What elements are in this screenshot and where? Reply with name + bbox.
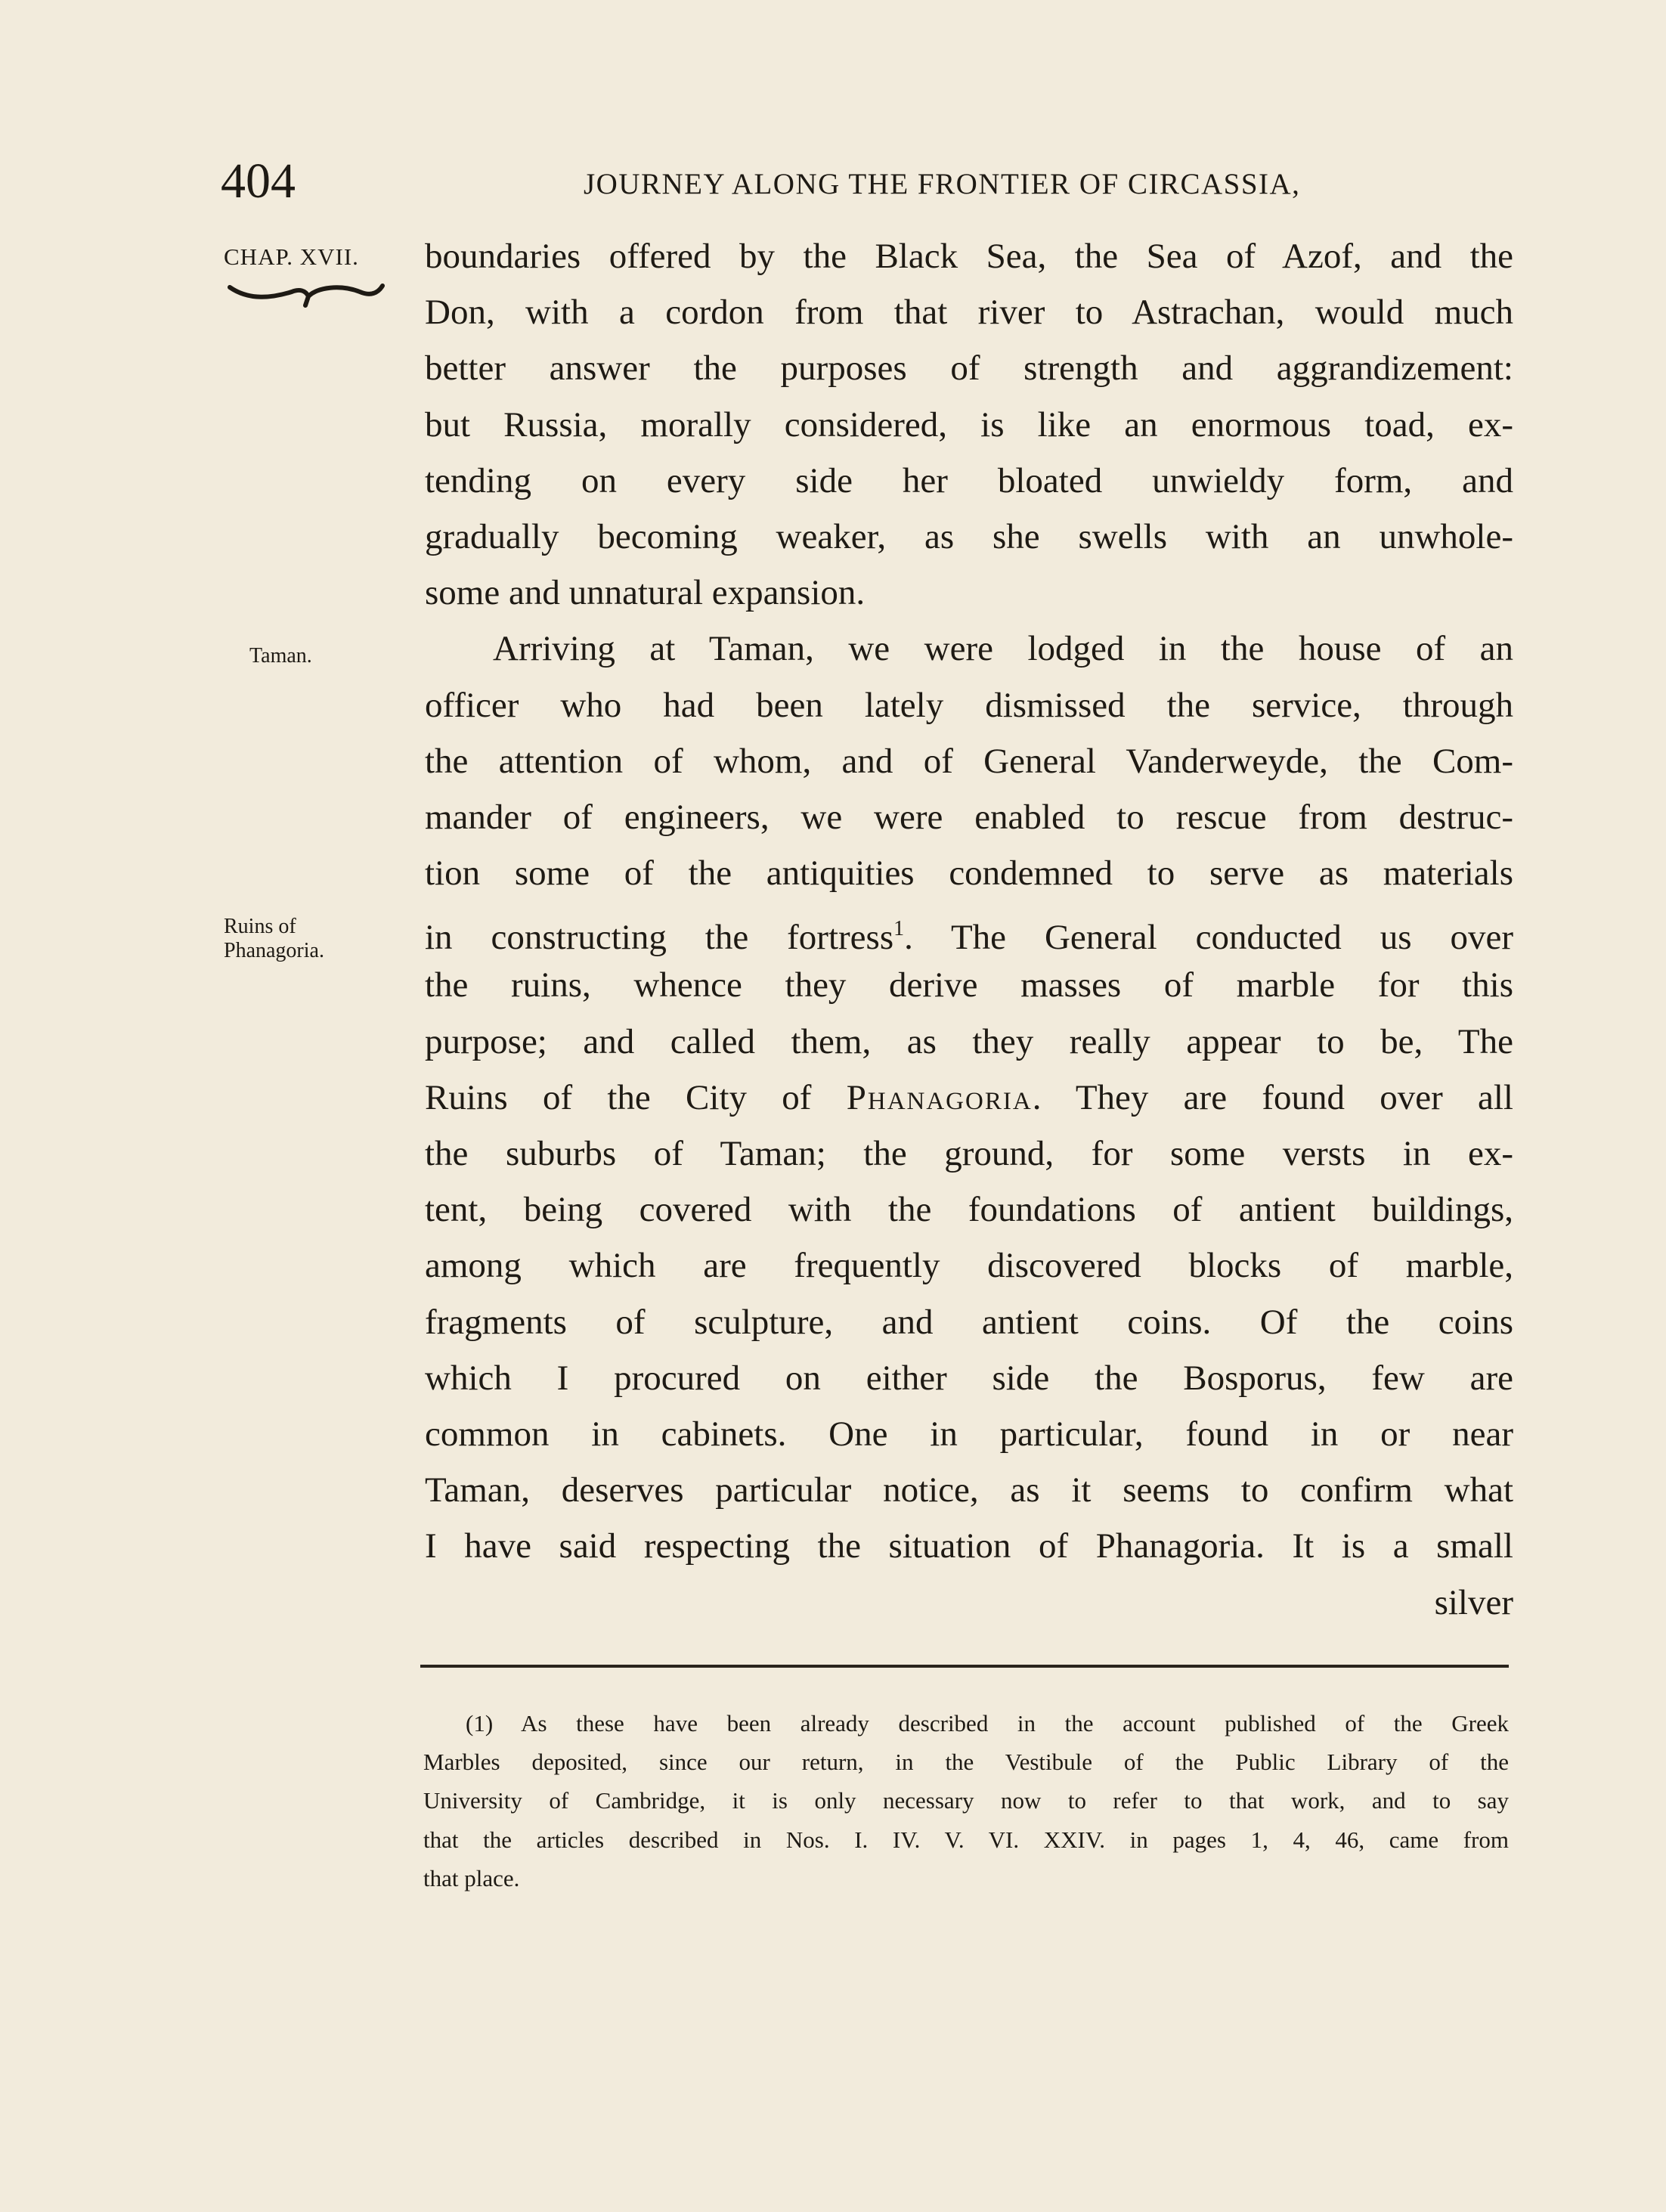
text-line: purpose; and called them, as they really appear to be, The <box>425 1021 1513 1061</box>
footnote-line: that the articles described in Nos. I. IV. V. VI. XXIV. in pages 1, 4, 46, came from <box>423 1826 1509 1853</box>
footnote-rule <box>420 1665 1509 1668</box>
text-segment: in constructing the fortress <box>425 918 894 958</box>
text-line: tending on every side her bloated unwieldy form, and <box>425 460 1513 500</box>
text-line: the attention of whom, and of General Vanderweyde, the Com- <box>425 741 1513 781</box>
text-line: common in cabinets. One in particular, found in or near <box>425 1414 1513 1454</box>
footnote <box>423 1704 1509 1898</box>
text-segment: . The General conducted us over <box>904 918 1513 958</box>
text-line: I have said respecting the situation of Phanagoria. It is a small <box>425 1526 1513 1566</box>
sidenote-ruins-1: Ruins of <box>224 915 296 938</box>
text-line <box>425 1070 1513 1126</box>
chapter-label: CHAP. XVII. <box>224 243 359 270</box>
text-line <box>425 901 1513 957</box>
text-line: among which are frequently discovered blocks of marble, <box>425 1246 1513 1286</box>
page-header <box>221 151 1513 212</box>
text-line: which I procured on either side the Bosporus, few are <box>425 1358 1513 1398</box>
text-line: but Russia, morally considered, is like an enormous toad, ex- <box>425 404 1513 445</box>
text-line: Taman, deserves particular notice, as it seems to confirm what <box>425 1470 1513 1510</box>
text-line: boundaries offered by the Black Sea, the Sea of Azof, and the <box>425 237 1513 276</box>
text-line: some and unnatural expansion. <box>425 573 866 613</box>
text-line: Arriving at Taman, we were lodged in the house of an <box>493 629 1513 669</box>
text-segment: . They are found over all <box>1032 1077 1513 1117</box>
text-line: tent, being covered with the foundations of antient buildings, <box>425 1190 1513 1230</box>
text-line: better answer the purposes of strength and aggrandizement: <box>425 349 1513 389</box>
footnote-line: University of Cambridge, it is only necessary now to refer to that work, and to say <box>423 1787 1509 1814</box>
footnote-line: Marbles deposited, since our return, in the Vestibule of the Public Library of the <box>423 1749 1509 1776</box>
catchword: silver <box>1434 1582 1513 1622</box>
text-line: the suburbs of Taman; the ground, for some versts in ex- <box>425 1134 1513 1173</box>
text-line: fragments of sculpture, and antient coins. Of the coins <box>425 1302 1513 1342</box>
text-segment: Ruins of the City of <box>425 1077 812 1117</box>
text-line: tion some of the antiquities condemned to serve as materials <box>425 854 1513 894</box>
page-number: 404 <box>221 153 296 209</box>
text-line: Don, with a cordon from that river to Astrachan, would much <box>425 293 1513 333</box>
running-head: JOURNEY ALONG THE FRONTIER OF CIRCASSIA, <box>584 168 1301 200</box>
sidenote-taman: Taman. <box>249 644 312 668</box>
text-line: officer who had been lately dismissed the service, through <box>425 685 1513 725</box>
place-name-smallcaps: Phanagoria <box>846 1077 1033 1117</box>
footnote-marker: 1 <box>893 917 905 941</box>
text-line: gradually becoming weaker, as she swells with an unwhole- <box>425 516 1513 556</box>
text-line: the ruins, whence they derive masses of marble for this <box>425 965 1513 1005</box>
footnote-line: that place. <box>423 1864 520 1891</box>
sidenote-ruins-2: Phanagoria. <box>224 939 324 962</box>
ornament-flourish-icon <box>227 281 386 308</box>
footnote-line: (1) As these have been already described in the account published of the Greek <box>466 1710 1509 1736</box>
body-text <box>425 228 1513 1631</box>
text-line: mander of engineers, we were enabled to rescue from destruc- <box>425 797 1513 837</box>
